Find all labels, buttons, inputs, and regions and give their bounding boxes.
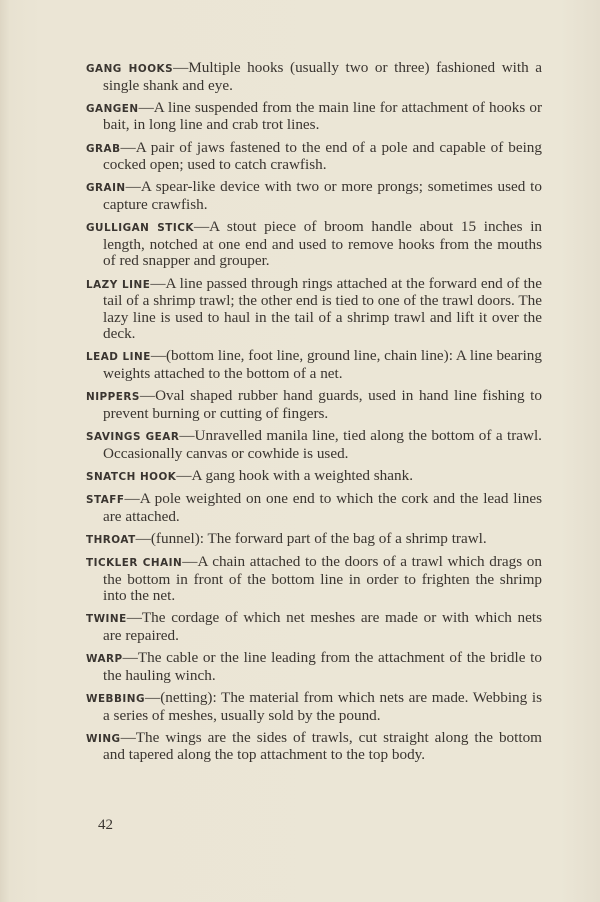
entry-term: THROAT: [86, 533, 136, 546]
entry-definition: A line suspended from the main line for attachment of hooks or bait, in long line and crab trot lines.: [103, 98, 542, 134]
entry-term: LAZY LINE: [86, 278, 151, 291]
entry-definition: A gang hook with a weighted shank.: [191, 466, 413, 484]
entry-definition: A spear-like device with two or more prongs; sometimes used to capture crawfish.: [103, 178, 542, 213]
glossary-entry: GANGEN—A line suspended from the main line for attachment of hooks or bait, in long line and crab trot lines.: [86, 98, 542, 134]
entry-term: WEBBING: [86, 692, 145, 705]
entry-term: WING: [86, 732, 121, 745]
entry-term: LEAD LINE: [86, 351, 151, 364]
entry-definition: Unravelled manila line, tied along the bottom of a trawl. Occasionally canvas or cowhide is used.: [103, 427, 542, 462]
glossary-entry: GRAIN—A spear-like device with two or more prongs; sometimes used to capture crawfish.: [86, 178, 542, 213]
entry-term: SAVINGS GEAR: [86, 431, 180, 444]
entry-term: TWINE: [86, 613, 127, 626]
entry-term: WARP: [86, 653, 123, 666]
glossary-entry: LAZY LINE—A line passed through rings attached at the forward end of the tail of a shrimp trawl; the other end is tied to one of the trawl doors. The lazy line is used to haul in the tail of a shrimp trawl and lift it over the deck.: [86, 274, 542, 343]
entry-definition: The cable or the line leading from the attachment of the bridle to the hauling winch.: [103, 649, 542, 684]
entry-definition: The cordage of which net meshes are made or with which nets are repaired.: [103, 609, 542, 644]
glossary-entries: [86, 60, 542, 769]
glossary-entry: GANG HOOKS—Multiple hooks (usually two or three) fashioned with a single shank and eye.: [86, 59, 543, 94]
glossary-entry: WING—The wings are the sides of trawls, cut straight along the bottom and tapered along the top attachment to the top body.: [86, 728, 542, 764]
glossary-entry: SNATCH HOOK—A gang hook with a weighted shank.: [86, 466, 413, 484]
glossary-entry: LEAD LINE—(bottom line, foot line, ground line, chain line): A line bearing weights attached to the bottom of a net.: [86, 347, 542, 383]
entry-definition: A chain attached to the doors of a trawl which drags on the bottom in front of the bottom line in order to frighten the shrimp into the net.: [103, 552, 542, 605]
glossary-entry: GULLIGAN STICK—A stout piece of broom handle about 15 inches in length, notched at one end and used to remove hooks from the mouths of red snapper and grouper.: [86, 218, 543, 270]
entry-definition: (bottom line, foot line, ground line, chain line): A line bearing weights attached to the bottom of a net.: [103, 347, 542, 383]
entry-definition: Oval shaped rubber hand guards, used in hand line fishing to prevent burning or cutting of fingers.: [103, 387, 542, 422]
entry-term: GANG HOOKS: [86, 63, 174, 75]
glossary-entry: WEBBING—(netting): The material from which nets are made. Webbing is a series of meshes, usually sold by the pound.: [86, 688, 542, 724]
glossary-entry: TICKLER CHAIN—A chain attached to the doors of a trawl which drags on the bottom in front of the bottom line in order to frighten the shrimp into the net.: [86, 552, 542, 605]
entry-term: STAFF: [86, 494, 125, 506]
glossary-entry: GRAB—A pair of jaws fastened to the end of a pole and capable of being cocked open; used to catch crawfish.: [86, 138, 542, 174]
entry-term: GRAB: [86, 142, 121, 155]
entry-definition: The wings are the sides of trawls, cut straight along the bottom and tapered along the top attachment to the top body.: [103, 728, 542, 764]
entry-definition: (netting): The material from which nets are made. Webbing is a series of meshes, usually sold by the pound.: [103, 688, 542, 724]
glossary-entry: THROAT—(funnel): The forward part of the bag of a shrimp trawl.: [86, 529, 487, 547]
glossary-entry: WARP—The cable or the line leading from the attachment of the bridle to the hauling winch.: [86, 649, 542, 684]
entry-definition: (funnel): The forward part of the bag of a shrimp trawl.: [150, 529, 487, 547]
glossary-entry: NIPPERS—Oval shaped rubber hand guards, used in hand line fishing to prevent burning or cutting of fingers.: [86, 387, 542, 422]
entry-term: NIPPERS: [86, 391, 140, 404]
entry-definition: A stout piece of broom handle about 15 inches in length, notched at one end and used to remove hooks from the mouths of red snapper and grouper.: [103, 218, 543, 270]
entry-definition: A line passed through rings attached at the forward end of the tail of a shrimp trawl; the other end is tied to one of the trawl doors. The lazy line is used to haul in the tail of a shrimp trawl and lift it over the deck.: [103, 274, 542, 343]
entry-definition: Multiple hooks (usually two or three) fashioned with a single shank and eye.: [103, 59, 543, 94]
entry-term: SNATCH HOOK: [86, 470, 177, 483]
glossary-entry: SAVINGS GEAR—Unravelled manila line, tied along the bottom of a trawl. Occasionally canvas or cowhide is used.: [86, 427, 542, 462]
page-number: 42: [98, 817, 113, 833]
entry-term: GANGEN: [86, 102, 139, 115]
entry-term: TICKLER CHAIN: [86, 556, 183, 569]
entry-definition: A pole weighted on one end to which the cork and the lead lines are attached.: [103, 490, 542, 525]
glossary-entry: STAFF—A pole weighted on one end to which the cork and the lead lines are attached.: [86, 490, 542, 525]
entry-term: GULLIGAN STICK: [86, 222, 194, 235]
entry-definition: A pair of jaws fastened to the end of a pole and capable of being cocked open; used to catch crawfish.: [103, 138, 542, 174]
glossary-entry: TWINE—The cordage of which net meshes are made or with which nets are repaired.: [86, 609, 542, 644]
entry-term: GRAIN: [86, 182, 126, 195]
